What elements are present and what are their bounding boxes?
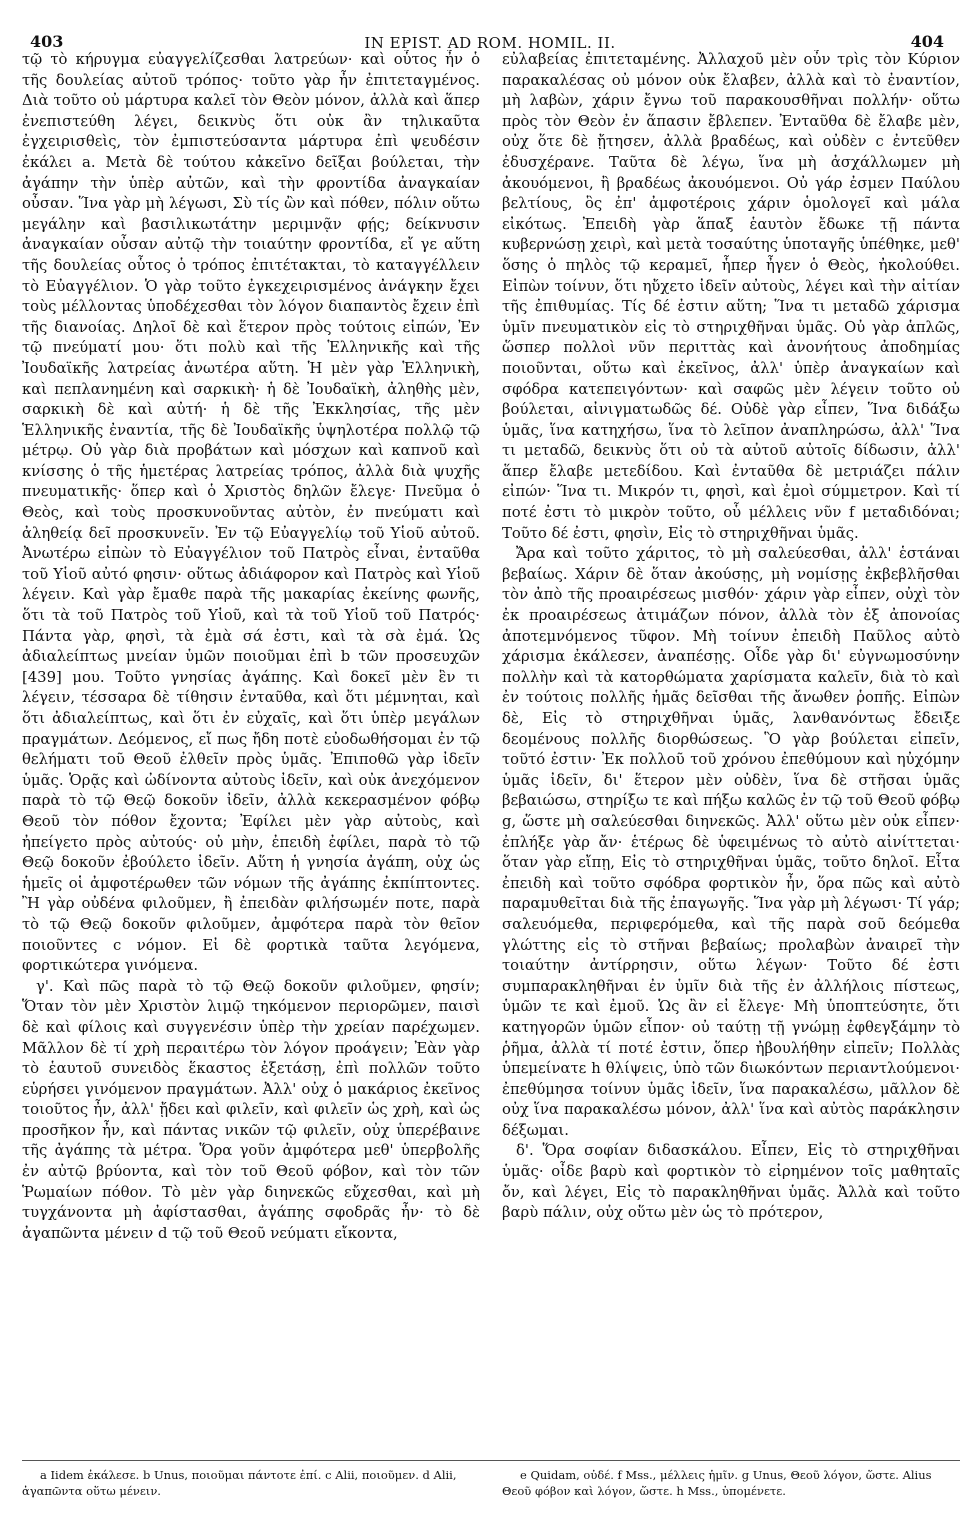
paragraph: δ'. Ὅρα σοφίαν διδασκάλου. Εἶπεν, Εἰς τὸ στηριχθῆναι ὑμᾶς· οἶδε βαρὺ καὶ φορτικὸν τὸ εἰρημένον τοῖς μαθηταῖς ὄν, καὶ λέγει, Εἰς τὸ παρακληθῆναι ὑμᾶς. Ἀλλὰ καὶ τοῦτο βαρὺ πάλιν, οὐχ οὕτω μὲν ὡς τὸ πρότερον, xyxy=(502,1142,960,1222)
footnotes-right: e Quidam, οὐδέ. f Mss., μέλλεις ἡμῖν. g Unus, Θεοῦ λόγον, ὥστε. Alius Θεοῦ φόβον καὶ λόγον, ὥστε. h Mss., ὑπομένετε. xyxy=(502,1468,932,1498)
page-number-left: 403 xyxy=(30,32,64,51)
footnotes-left: a Iidem ἐκάλεσε. b Unus, ποιοῦμαι πάντοτε ἐπί. c Alii, ποιοῦμεν. d Alii, ἀγαπῶντα οὕτω μένειν. xyxy=(22,1468,457,1498)
page-number-right: 404 xyxy=(910,32,944,51)
paragraph: Ἄρα καὶ τοῦτο χάριτος, τὸ μὴ σαλεύεσθαι, ἀλλ' ἑστάναι βεβαίως. Χάριν δὲ ὅταν ἀκούσῃς, μὴ νομίσῃς ἐκβεβλῆσθαι τὸν ἀπὸ τῆς προαιρέσεως μισθόν· χάριν γὰρ εἶπεν, οὐχὶ τὸν ἐκ προαιρέσεως ἀτιμάζων πόνον, ἀλλὰ τὸν ἐξ ἀπονοίας ἀποτεμνόμενος τῦφον. Μὴ τοίνυν ἐπειδὴ Παῦλος αὐτὸ χάρισμα ἐκάλεσεν, ἀναπέσῃς. Οἶδε γὰρ δι' εὐγνωμοσύνην πολλὴν καὶ τὰ κατορθώματα χαρίσματα καλεῖν, διὰ τὸ καὶ ἐν τούτοις πολλῆς ἡμᾶς δεῖσθαι τῆς ἄνωθεν ῥοπῆς. Εἰπὼν δὲ, Εἰς τὸ στηριχθῆναι ὑμᾶς, λανθανόντως ἔδειξε δεομένους πολλῆς διορθώσεως. Ὃ γὰρ βούλεται εἰπεῖν, τοῦτό ἐστιν· Ἐκ πολλοῦ τοῦ χρόνου ἐπεθύμουν καὶ ηὐχόμην ὑμᾶς ἰδεῖν, δι' ἕτερον μὲν οὐδὲν, ἵνα δὲ στῆσαι ὑμᾶς βεβαιώσω, στηρίξω τε καὶ πήξω καλῶς ἐν τῷ τοῦ Θεοῦ φόβῳ g, ὥστε μὴ σαλεύεσθαι διηνεκῶς. Ἀλλ' οὕτω μὲν οὐκ εἶπεν· ἐπλήξε γὰρ ἄν· ἑτέρως δὲ ὑφειμένως τὸ αὐτὸ αἰνίττεται· ὅταν γὰρ εἴπῃ, Εἰς τὸ στηριχθῆναι ὑμᾶς, τοῦτο δηλοῖ. Εἶτα ἐπειδὴ καὶ τοῦτο σφόδρα φορτικὸν ἦν, ὅρα πῶς καὶ αὐτὸ παραμυθεῖται διὰ τῆς ἐπαγωγῆς. Ἵνα γὰρ μὴ λέγωσι· Τί γάρ; σαλευόμεθα, περιφερόμεθα, καὶ τῆς παρὰ σοῦ δεόμεθα γλώττης εἰς τὸ στῆναι βεβαίως; προλαβὼν ἀναιρεῖ τὴν τοιαύτην ἀντίρρησιν, οὕτω λέγων· Τοῦτο δέ ἐστι συμπαρακληθῆναι ἐν ὑμῖν διὰ τῆς ἐν ἀλλήλοις πίστεως, ὑμῶν τε καὶ ἐμοῦ. Ὡς ἂν εἰ ἔλεγε· Μὴ ὑποπτεύσητε, ὅτι κατηγορῶν ὑμῶν εἶπον· οὐ ταύτῃ τῇ γνώμῃ ἐφθεγξάμην τὸ ῥῆμα, ἀλλὰ τί ποτέ ἐστιν, ὅπερ ἠβουλήθην εἰπεῖν; Πολλὰς ὑπεμείνατε h θλίψεις, ὑπὸ τῶν διωκόντων περιαντλούμενοι· ἐπεθύμησα τοίνυν ὑμᾶς ἰδεῖν, ἵνα παρακαλέσω, μᾶλλον δὲ οὐχ ἵνα παρακαλέσω μόνον, ἀλλ' ἵνα καὶ αὐτὸς παράκλησιν δέξωμαι. xyxy=(502,545,960,1139)
footnotes xyxy=(22,1460,960,1527)
paragraph: γ'. Καὶ πῶς παρὰ τὸ τῷ Θεῷ δοκοῦν φιλοῦμεν, φησίν; Ὅταν τὸν μὲν Χριστὸν λιμῷ τηκόμενον περιορῶμεν, παισὶ δὲ καὶ φίλοις καὶ συγγενέσιν ὑπὲρ τὴν χρείαν παρέχωμεν. Μᾶλλον δὲ τί χρὴ περαιτέρω τὸν λόγον προάγειν; Ἐὰν γὰρ τὸ ἑαυτοῦ συνειδὸς ἕκαστος ἐξετάσῃ, ἐπὶ πολλῶν τοῦτο εὑρήσει γινόμενον πραγμάτων. Ἀλλ' οὐχ ὁ μακάριος ἐκεῖνος τοιοῦτος ἦν, ἀλλ' ᾔδει καὶ φιλεῖν, καὶ φιλεῖν ὡς χρὴ, καὶ ὡς προσῆκον ἦν, καὶ πάντας νικῶν τῷ φιλεῖν, οὐχ ὑπερέβαινε τῆς ἀγάπης τὰ μέτρα. Ὅρα γοῦν ἀμφότερα μεθ' ὑπερβολῆς ἐν αὐτῷ βρύοντα, καὶ τὸν τοῦ Θεοῦ φόβον, καὶ τὸν τῶν Ῥωμαίων πόθον. Τὸ μὲν γὰρ διηνεκῶς εὔχεσθαι, καὶ μὴ τυγχάνοντα μὴ ἀφίστασθαι, ἀγάπης σφοδρᾶς ἦν· τὸ δὲ ἀγαπῶντα μένειν d τῷ τοῦ Θεοῦ νεύματι εἴκοντα, xyxy=(22,977,480,1242)
text-columns xyxy=(22,50,960,1438)
left-column xyxy=(22,50,480,1438)
paragraph: τῷ τὸ κήρυγμα εὐαγγελίζεσθαι λατρεύων· καὶ οὗτος ἦν ὁ τῆς δουλείας αὐτοῦ τρόπος· τοῦτο γὰρ ἦν ἐπιτεταγμένος. Διὰ τοῦτο οὐ μάρτυρα καλεῖ τὸν Θεὸν μόνον, ἀλλὰ καὶ ἅπερ ἐνεπιστεύθη λέγει, δεικνὺς ὅτι οὐκ ἂν τηλικαῦτα ἐγχειρισθεὶς, τὸν ἐμπιστεύσαντα μάρτυρα ἐπὶ ψευδέσιν ἐκάλει a. Μετὰ δὲ τούτου κἀκεῖνο δεῖξαι βούλεται, τὴν ἀγάπην τὴν ὑπὲρ αὐτῶν, καὶ τὴν φροντίδα ἀναγκαίαν οὖσαν. Ἵνα γὰρ μὴ λέγωσι, Σὺ τίς ὢν καὶ πόθεν, πόλιν οὕτω μεγάλην καὶ βασιλικωτάτην μεριμνᾷν φῄς; δείκνυσιν ἀναγκαίαν οὖσαν αὐτῷ τὴν τοιαύτην φροντίδα, εἴ γε αὕτη τῆς δουλείας οὗτος ὁ τρόπος ἐπιτέτακται, τὸ καταγγέλλειν τὸ Εὐαγγέλιον. Ὁ γὰρ τοῦτο ἐγκεχειρισμένος ἀνάγκην ἔχει τοὺς μέλλοντας ὑποδέχεσθαι τὸν λόγον διαπαντὸς ἔχειν ἐπὶ τῆς διανοίας. Δηλοῖ δὲ καὶ ἕτερον πρὸς τούτοις εἰπών, Ἐν τῷ πνεύματί μου· ὅτι πολὺ καὶ τῆς Ἑλληνικῆς καὶ τῆς Ἰουδαϊκῆς λατρείας ἀνωτέρα αὕτη. Ἡ μὲν γὰρ Ἑλληνικὴ, καὶ πεπλανημένη καὶ σαρκικὴ· ἡ δὲ Ἰουδαϊκὴ, ἀληθὴς μὲν, σαρκικὴ δὲ καὶ αὐτή· ἡ δὲ τῆς Ἐκκλησίας, τῆς μὲν Ἑλληνικῆς ἐναντία, τῆς δὲ Ἰουδαϊκῆς ὑψηλοτέρα πολλῷ τῷ μέτρῳ. Οὐ γὰρ διὰ προβάτων καὶ μόσχων καὶ καπνοῦ καὶ κνίσσης ὁ τῆς ἡμετέρας λατρείας τρόπος, ἀλλὰ διὰ ψυχῆς πνευματικῆς· ὅπερ καὶ ὁ Χριστὸς δηλῶν ἔλεγε· Πνεῦμα ὁ Θεὸς, καὶ τοὺς προσκυνοῦντας αὐτὸν, ἐν πνεύματι καὶ ἀληθείᾳ δεῖ προσκυνεῖν. Ἐν τῷ Εὐαγγελίῳ τοῦ Υἱοῦ αὐτοῦ. Ἀνωτέρω εἰπὼν τὸ Εὐαγγέλιον τοῦ Πατρὸς εἶναι, ἐνταῦθα τοῦ Υἱοῦ αὐτό φησιν· οὕτως ἀδιάφορον καὶ Πατρὸς καὶ Υἱοῦ λέγειν. Καὶ γὰρ ἔμαθε παρὰ τῆς μακαρίας ἐκείνης φωνῆς, ὅτι τὰ τοῦ Πατρὸς τοῦ Υἱοῦ, καὶ τὰ τοῦ Υἱοῦ τοῦ Πατρός· Πάντα γὰρ, φησὶ, τὰ ἐμὰ σά ἐστι, καὶ τὰ σὰ ἐμά. Ὡς ἀδιαλείπτως μνείαν ὑμῶν ποιοῦμαι ἐπὶ b τῶν προσευχῶν [439] μου. Τοῦτο γνησίας ἀγάπης. Καὶ δοκεῖ μὲν ἓν τι λέγειν, τέσσαρα δὲ τίθησιν ἐνταῦθα, καὶ ὅτι μέμνηται, καὶ ὅτι ἀδιαλείπτως, καὶ ὅτι ἐν εὐχαῖς, καὶ ὅτι ὑπὲρ μεγάλων πραγμάτων. Δεόμενος, εἴ πως ἤδη ποτὲ εὐοδωθήσομαι ἐν τῷ θελήματι τοῦ Θεοῦ ἐλθεῖν πρὸς ὑμᾶς. Ἐπιποθῶ γὰρ ἰδεῖν ὑμᾶς. Ὁρᾷς καὶ ὠδίνοντα αὐτοὺς ἰδεῖν, καὶ οὐκ ἀνεχόμενον παρὰ τὸ τῷ Θεῷ δοκοῦν ἰδεῖν, ἀλλὰ κεκερασμένον φόβῳ Θεοῦ τὸν πόθον ἔχοντα; Ἐφίλει μὲν γὰρ αὐτοὺς, καὶ ἠπείγετο πρὸς αὐτούς· οὐ μὴν, ἐπειδὴ ἐφίλει, παρὰ τὸ τῷ Θεῷ δοκοῦν ἐβούλετο ἰδεῖν. Αὕτη ἡ γνησία ἀγάπη, οὐχ ὡς ἡμεῖς οἱ ἀμφοτέρωθεν τῶν νόμων τῆς ἀγάπης ἐκπίπτοντες. Ἢ γὰρ οὐδένα φιλοῦμεν, ἢ ἐπειδὰν φιλήσωμέν ποτε, παρὰ τὸ τῷ Θεῷ δοκοῦν φιλοῦμεν, ἀμφότερα παρὰ τὸν θεῖον ποιοῦντες c νόμον. Εἰ δὲ φορτικὰ ταῦτα λεγόμενα, φορτικώτερα γινόμενα. xyxy=(22,51,480,975)
right-column xyxy=(502,50,960,1438)
running-title: IN EPIST. AD ROM. HOMIL. II. xyxy=(364,34,616,52)
paragraph: εὐλαβείας ἐπιτεταμένης. Ἀλλαχοῦ μὲν οὖν τρὶς τὸν Κύριον παρακαλέσας οὐ μόνον οὐκ ἔλαβεν, ἀλλὰ καὶ τὸ ἐναντίον, μὴ λαβὼν, χάριν ἔγνω τοῦ παρακουσθῆναι πολλήν· οὕτω πρὸς τὸν Θεὸν ἐν ἅπασιν ἔβλεπεν. Ἐνταῦθα δὲ ἔλαβε μὲν, οὐχ ὅτε δὲ ᾔτησεν, ἀλλὰ βραδέως, καὶ οὐδὲν c ἐντεῦθεν ἐδυσχέρανε. Ταῦτα δὲ λέγω, ἵνα μὴ ἀσχάλλωμεν μὴ ἀκουόμενοι, ἢ βραδέως ἀκουόμενοι. Οὐ γάρ ἐσμεν Παύλου βελτίους, ὃς ἐπ' ἀμφοτέροις χάριν ὁμολογεῖ καὶ μάλα εἰκότως. Ἐπειδὴ γὰρ ἅπαξ ἑαυτὸν ἔδωκε τῇ πάντα κυβερνώσῃ χειρὶ, καὶ μετὰ τοσαύτης ὑποταγῆς ὑπέθηκε, μεθ' ὅσης ὁ πηλὸς τῷ κεραμεῖ, ἧπερ ἦγεν ὁ Θεὸς, ἠκολούθει. Εἰπὼν τοίνυν, ὅτι ηὔχετο ἰδεῖν αὐτοὺς, λέγει καὶ τὴν αἰτίαν τῆς ἐπιθυμίας. Τίς δέ ἐστιν αὕτη; Ἵνα τι μεταδῶ χάρισμα ὑμῖν πνευματικὸν εἰς τὸ στηριχθῆναι ὑμᾶς. Οὐ γὰρ ἁπλῶς, ὥσπερ πολλοὶ νῦν περιττὰς καὶ ἀνονήτους ἀποδημίας ποιοῦνται, οὕτω καὶ ἐκεῖνος, ἀλλ' ὑπὲρ ἀναγκαίων καὶ σφόδρα κατεπειγόντων· καὶ σαφῶς μὲν λέγειν τοῦτο οὐ βούλεται, αἰνιγματωδῶς δέ. Οὐδὲ γὰρ εἶπεν, Ἵνα διδάξω ὑμᾶς, ἵνα κατηχήσω, ἵνα τὸ λεῖπον ἀναπληρώσω, ἀλλ' Ἵνα τι μεταδῶ, δεικνὺς ὅτι οὐ τὰ αὐτοῦ αὐτοῖς δίδωσιν, ἀλλ' ἅπερ ἔλαβε μετεδίδου. Καὶ ἐνταῦθα δὲ μετριάζει πάλιν εἰπών· Ἵνα τι. Μικρόν τι, φησὶ, καὶ ἐμοὶ σύμμετρον. Καὶ τί ποτέ ἐστι τὸ μικρὸν τοῦτο, οὗ μέλλεις νῦν f μεταδιδόναι; Τοῦτο δέ ἐστι, φησὶν, Εἰς τὸ στηριχθῆναι ὑμᾶς. xyxy=(502,51,960,542)
running-header xyxy=(16,10,964,54)
